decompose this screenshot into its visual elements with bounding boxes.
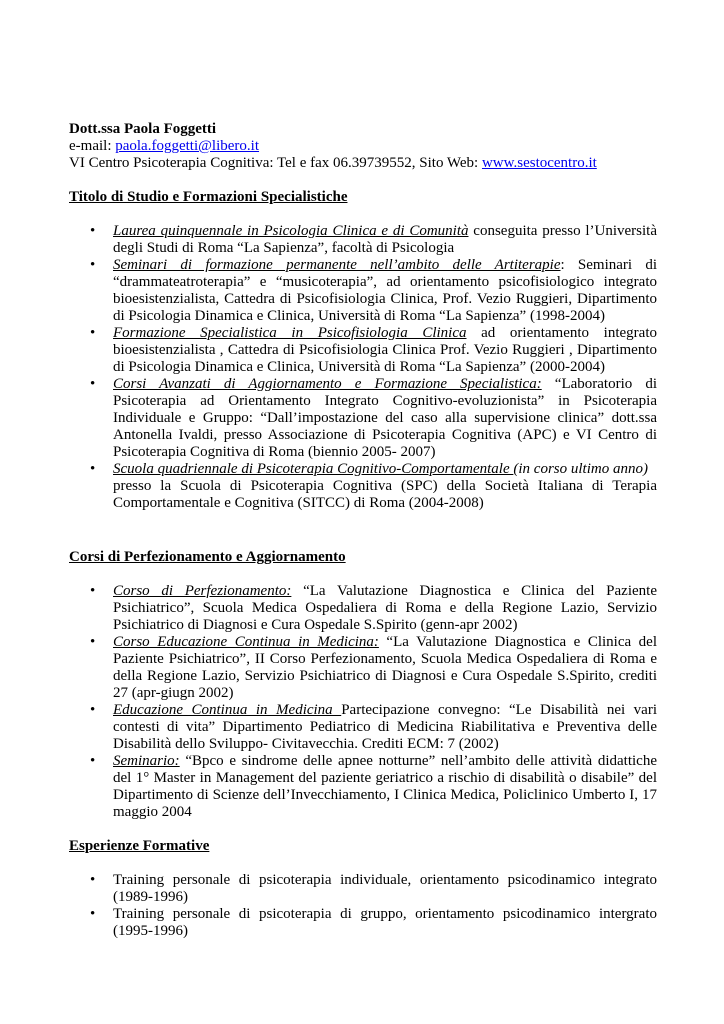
item-title: Educazione Continua in Medicina	[113, 702, 342, 718]
bullet-icon: •	[90, 223, 96, 239]
bullet-icon: •	[90, 325, 96, 341]
list-item	[69, 376, 657, 461]
list-item	[69, 461, 657, 512]
bullet-icon: •	[90, 634, 96, 650]
author-name: Dott.ssa Paola Foggetti	[69, 121, 217, 137]
item-title: Corso Educazione Continua in Medicina:	[113, 634, 379, 650]
list-item	[69, 257, 657, 325]
section-title-courses: Corsi di Perfezionamento e Aggiornamento	[69, 549, 346, 565]
bullet-icon: •	[90, 906, 96, 922]
item-title: Formazione Specialistica in Psicofisiologia Clinica	[113, 325, 467, 341]
item-text: “La Valutazione Diagnostica e Clinica del Paziente Psichiatrico”, II Corso Perfezionamento, Scuola Medica Ospedaliera di Roma e della Regione Lazio, Servizio Psichiatrico di Diagnosi e Cura Ospedale S.Spirito, crediti 27 (apr-giugn 2002)	[113, 634, 657, 701]
item-title: Corsi Avanzati di Aggiornamento e Formazione Specialistica:	[113, 376, 542, 392]
item-title: Seminario:	[113, 753, 180, 769]
centre-line	[69, 155, 657, 172]
list-item	[69, 753, 657, 821]
bullet-icon: •	[90, 753, 96, 769]
item-text: : Seminari di “drammateatroterapia” e “musicoterapia”, ad orientamento psicofisiologico integrato bioesistenzialista, Cattedra di Psicofisiologia Clinica, Prof. Vezio Ruggieri, Dipartimento di Psicologia Dinamica e Clinica, Università di Roma “La Sapienza” (1998-2004)	[113, 257, 657, 324]
centre-text: VI Centro Psicoterapia Cognitiva: Tel e fax 06.39739552, Sito Web:	[69, 155, 479, 171]
item-text: “Laboratorio di Psicoterapia ad Orientamento Integrato Cognitivo-evoluzionista” in Psicoterapia Individuale e Gruppo: “Dall’impostazione del caso alla supervisione clinica” dott.ssa Antonella Ivaldi, presso Associazione di Psicoterapia Cognitiva (APC) e VI Centro di Psicoterapia Cognitiva di Roma (biennio 2005- 2007)	[113, 376, 657, 460]
section-title-experience: Esperienze Formative	[69, 838, 210, 854]
experience-list	[69, 872, 657, 940]
bullet-icon: •	[90, 872, 96, 888]
item-title: Scuola quadriennale di Psicoterapia Cognitivo-Comportamentale	[113, 461, 514, 477]
list-item	[69, 702, 657, 753]
list-item	[69, 223, 657, 257]
list-item	[69, 634, 657, 702]
item-text: conseguita presso l’Università degli Studi di Roma “La Sapienza”, facoltà di Psicologia	[113, 223, 658, 256]
item-text: Training personale di psicoterapia di gruppo, orientamento psicodinamico intergrato (1995-1996)	[113, 906, 657, 939]
item-text: “La Valutazione Diagnostica e Clinica del Paziente Psichiatrico”, Scuola Medica Ospedaliera di Roma e della Regione Lazio, Servizio Psichiatrico di Diagnosi e Cura Ospedale S.Spirito (genn-apr 2002)	[113, 583, 657, 633]
list-item	[69, 583, 657, 634]
bullet-icon: •	[90, 583, 96, 599]
list-item	[69, 872, 657, 906]
item-text: ad orientamento integrato bioesistenzialista , Cattedra di Psicofisiologia Clinica Prof. Vezio Ruggieri , Dipartimento di Psicologia Dinamica e Clinica, Università di Roma “La Sapienza” (2000-2004)	[113, 325, 657, 375]
bullet-icon: •	[90, 702, 96, 718]
item-text: presso la Scuola di Psicoterapia Cognitiva (SPC) della Società Italiana di Terapia Comportamentale e Cognitiva (SITCC) di Roma (2004-2008)	[113, 478, 657, 511]
section-title-studies: Titolo di Studio e Formazioni Specialistiche	[69, 189, 348, 205]
item-text: “Bpco e sindrome delle apnee notturne” nell’ambito delle attività didattiche del 1° Master in Management del paziente geriatrico a rischio di disabilità o disabile” del Dipartimento di Scienze dell’Invecchiamento, I Clinica Medica, Policlinico Umberto I, 17 maggio 2004	[113, 753, 657, 820]
item-title: Corso di Perfezionamento:	[113, 583, 292, 599]
item-note: (in corso ultimo anno)	[513, 461, 648, 477]
item-text: Training personale di psicoterapia individuale, orientamento psicodinamico integrato (1989-1996)	[113, 872, 657, 905]
studies-list	[69, 223, 657, 512]
item-title: Seminari di formazione permanente nell’ambito delle Artiterapie	[113, 257, 561, 273]
bullet-icon: •	[90, 461, 96, 477]
cv-content	[69, 121, 657, 940]
list-item	[69, 906, 657, 940]
item-text: Partecipazione convegno: “Le Disabilità nei vari contesti di vita” Dipartimento Pediatrico di Medicina Riabilitativa e Preventiva delle Disabilità dello Sviluppo- Civitavecchia. Crediti ECM: 7 (2002)	[113, 702, 657, 752]
list-item	[69, 325, 657, 376]
email-link[interactable]: paola.foggetti@libero.it	[115, 138, 260, 154]
email-label: e-mail:	[69, 138, 112, 154]
item-title: Laurea quinquennale in Psicologia Clinica e di Comunità	[113, 223, 469, 239]
website-link[interactable]: www.sestocentro.it	[481, 155, 597, 171]
courses-list	[69, 583, 657, 821]
bullet-icon: •	[90, 376, 96, 392]
email-line	[69, 138, 657, 155]
bullet-icon: •	[90, 257, 96, 273]
